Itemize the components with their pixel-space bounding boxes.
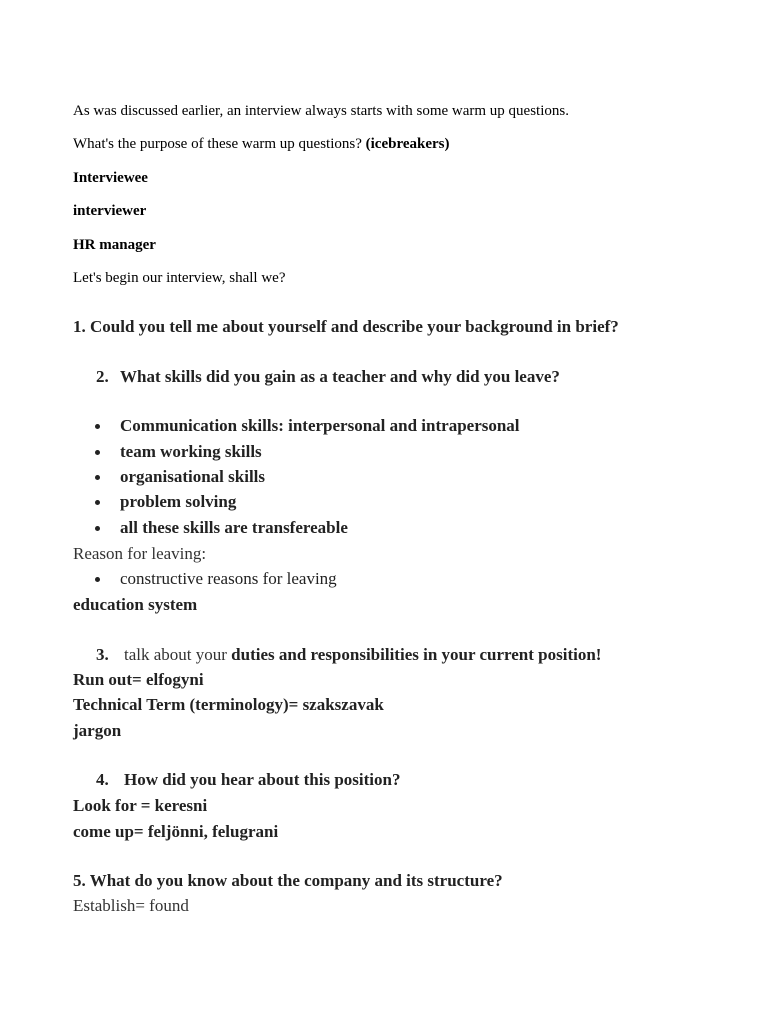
question-5: 5. What do you know about the company and its structure?	[73, 871, 503, 890]
question-3-text: talk about your	[124, 645, 232, 664]
role-interviewee: Interviewee	[73, 170, 148, 186]
question-3-number: 3.	[96, 645, 109, 664]
question-3	[124, 645, 601, 665]
bullet-icon	[95, 450, 100, 455]
question-2: What skills did you gain as a teacher and why did you leave?	[120, 367, 560, 386]
bullet-icon	[95, 424, 100, 429]
bullet-icon	[95, 475, 100, 480]
reason-label: Reason for leaving:	[73, 544, 207, 563]
vocab-item: come up= feljönni, felugrani	[73, 822, 279, 841]
vocab-item: Establish= found	[73, 896, 189, 915]
bullet-icon	[95, 526, 100, 531]
reason-item: constructive reasons for leaving	[120, 569, 337, 588]
question-4-number: 4.	[96, 770, 109, 789]
note-education-system: education system	[73, 595, 198, 614]
vocab-item: Technical Term (terminology)= szakszavak	[73, 695, 384, 714]
question-2-number: 2.	[96, 367, 109, 386]
role-interviewer: interviewer	[73, 203, 147, 219]
skill-item: organisational skills	[120, 467, 266, 486]
question-1: 1. Could you tell me about yourself and describe your background in brief?	[73, 317, 619, 336]
role-hr-manager: HR manager	[73, 237, 156, 253]
purpose-question-answer: (icebreakers)	[365, 136, 450, 152]
bullet-icon	[95, 577, 100, 582]
begin-line: Let's begin our interview, shall we?	[73, 270, 286, 286]
vocab-item: Look for = keresni	[73, 796, 208, 815]
intro-paragraph: As was discussed earlier, an interview always starts with some warm up questions.	[73, 103, 569, 119]
skill-item: problem solving	[120, 492, 237, 511]
skill-item: all these skills are transfereable	[120, 518, 348, 537]
vocab-item: Run out= elfogyni	[73, 670, 204, 689]
vocab-item: jargon	[73, 721, 122, 740]
question-4: How did you hear about this position?	[124, 770, 401, 789]
bullet-icon	[95, 500, 100, 505]
question-3-emphasis: duties and responsibilities in your current position!	[231, 645, 602, 664]
purpose-question-text: What's the purpose of these warm up questions?	[73, 136, 366, 152]
skill-item: Communication skills: interpersonal and intrapersonal	[120, 416, 520, 435]
skill-item: team working skills	[120, 442, 262, 461]
purpose-question	[73, 134, 450, 154]
